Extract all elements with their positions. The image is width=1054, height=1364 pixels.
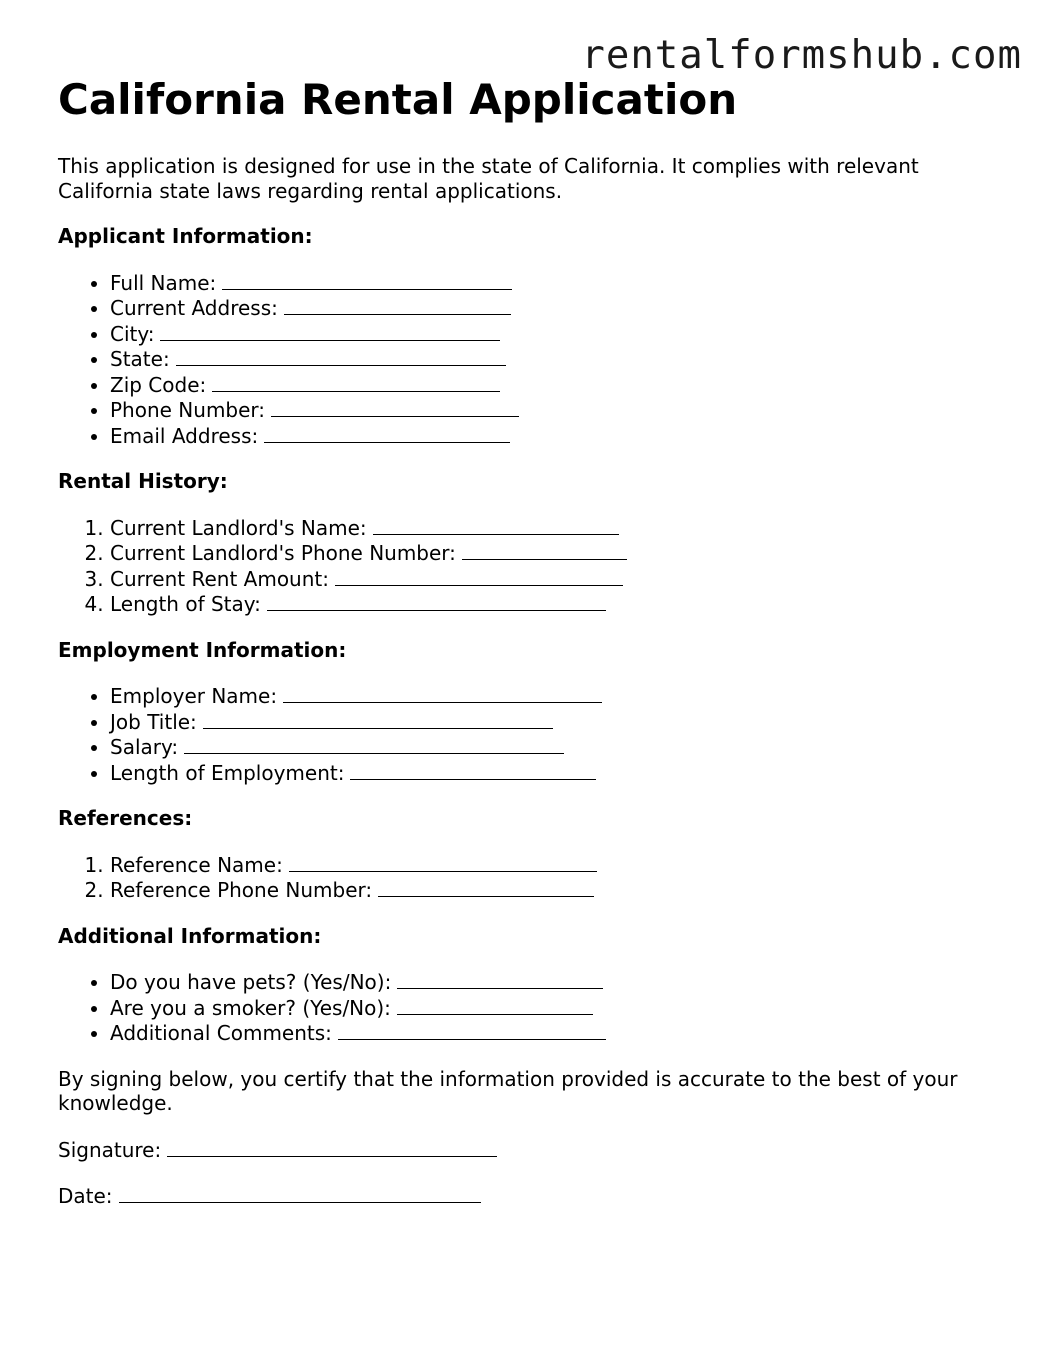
pets-label: Do you have pets? (Yes/No): <box>110 970 392 994</box>
current-address-label: Current Address: <box>110 296 278 320</box>
job-title-blank[interactable] <box>203 709 553 729</box>
length-of-employment-blank[interactable] <box>350 760 596 780</box>
zip-code-blank[interactable] <box>212 372 500 392</box>
signature-line <box>58 1137 998 1163</box>
rental-history-list <box>58 515 998 617</box>
list-item <box>110 372 998 398</box>
current-rent-blank[interactable] <box>335 566 623 586</box>
references-heading: References: <box>58 806 193 830</box>
page-title: California Rental Application <box>58 75 738 124</box>
list-item <box>110 852 998 878</box>
signature-blank[interactable] <box>167 1137 497 1157</box>
reference-name-blank[interactable] <box>289 852 597 872</box>
state-label: State: <box>110 347 170 371</box>
additional-comments-label: Additional Comments: <box>110 1021 332 1045</box>
reference-name-label: Reference Name: <box>110 852 283 877</box>
zip-code-label: Zip Code: <box>110 372 207 397</box>
landlord-phone-label: Current Landlord's Phone Number: <box>110 541 456 565</box>
phone-number-label: Phone Number: <box>110 398 266 422</box>
list-item <box>110 566 998 592</box>
list-item <box>110 295 998 321</box>
full-name-blank[interactable] <box>222 270 512 290</box>
list-item <box>110 683 998 709</box>
list-item <box>110 270 998 296</box>
list-item <box>110 709 998 735</box>
list-item <box>110 515 998 541</box>
landlord-name-blank[interactable] <box>373 515 619 535</box>
employment-information-heading: Employment Information: <box>58 637 347 662</box>
phone-number-blank[interactable] <box>271 397 519 417</box>
list-item <box>110 321 998 347</box>
smoker-label: Are you a smoker? (Yes/No): <box>110 995 391 1020</box>
length-of-employment-label: Length of Employment: <box>110 760 345 785</box>
salary-label: Salary: <box>110 735 179 759</box>
list-item <box>110 877 998 903</box>
list-item <box>110 591 998 617</box>
employer-name-label: Employer Name: <box>110 684 278 708</box>
pets-blank[interactable] <box>397 969 603 989</box>
landlord-name-label: Current Landlord's Name: <box>110 515 367 540</box>
full-name-label: Full Name: <box>110 270 217 295</box>
email-address-blank[interactable] <box>264 423 510 443</box>
list-item <box>110 423 998 449</box>
reference-phone-label: Reference Phone Number: <box>110 878 373 902</box>
length-of-stay-label: Length of Stay: <box>110 592 261 616</box>
list-item <box>110 760 998 786</box>
date-line <box>58 1183 998 1209</box>
references-list <box>58 852 998 903</box>
list-item <box>110 397 998 423</box>
current-address-blank[interactable] <box>284 295 511 315</box>
list-item <box>110 540 998 566</box>
list-item <box>110 1020 998 1046</box>
list-item <box>110 346 998 372</box>
list-item <box>110 969 998 995</box>
applicant-information-list <box>58 270 998 449</box>
date-label: Date: <box>58 1184 113 1208</box>
landlord-phone-blank[interactable] <box>462 540 627 560</box>
date-blank[interactable] <box>119 1183 481 1203</box>
city-blank[interactable] <box>160 321 500 341</box>
additional-comments-blank[interactable] <box>338 1020 606 1040</box>
job-title-label: Job Title: <box>110 709 197 734</box>
rental-history-heading: Rental History: <box>58 469 228 493</box>
list-item <box>110 995 998 1021</box>
signature-label: Signature: <box>58 1137 162 1162</box>
rental-application-document <box>58 76 998 1209</box>
smoker-blank[interactable] <box>397 995 593 1015</box>
employment-information-list <box>58 683 998 785</box>
reference-phone-blank[interactable] <box>378 877 594 897</box>
additional-information-heading: Additional Information: <box>58 923 322 948</box>
list-item <box>110 734 998 760</box>
state-blank[interactable] <box>176 346 506 366</box>
additional-information-list <box>58 969 998 1046</box>
watermark-text: rentalformshub.com <box>581 33 1022 78</box>
intro-paragraph: This application is designed for use in the state of California. It complies with relevant California state laws regarding rental applications. <box>58 154 919 203</box>
salary-blank[interactable] <box>184 734 564 754</box>
email-address-label: Email Address: <box>110 423 259 448</box>
length-of-stay-blank[interactable] <box>267 591 606 611</box>
current-rent-label: Current Rent Amount: <box>110 566 329 591</box>
certification-statement: By signing below, you certify that the information provided is accurate to the best of your knowledge. <box>58 1066 958 1115</box>
city-label: City: <box>110 321 155 346</box>
applicant-information-heading: Applicant Information: <box>58 224 313 248</box>
employer-name-blank[interactable] <box>283 683 602 703</box>
